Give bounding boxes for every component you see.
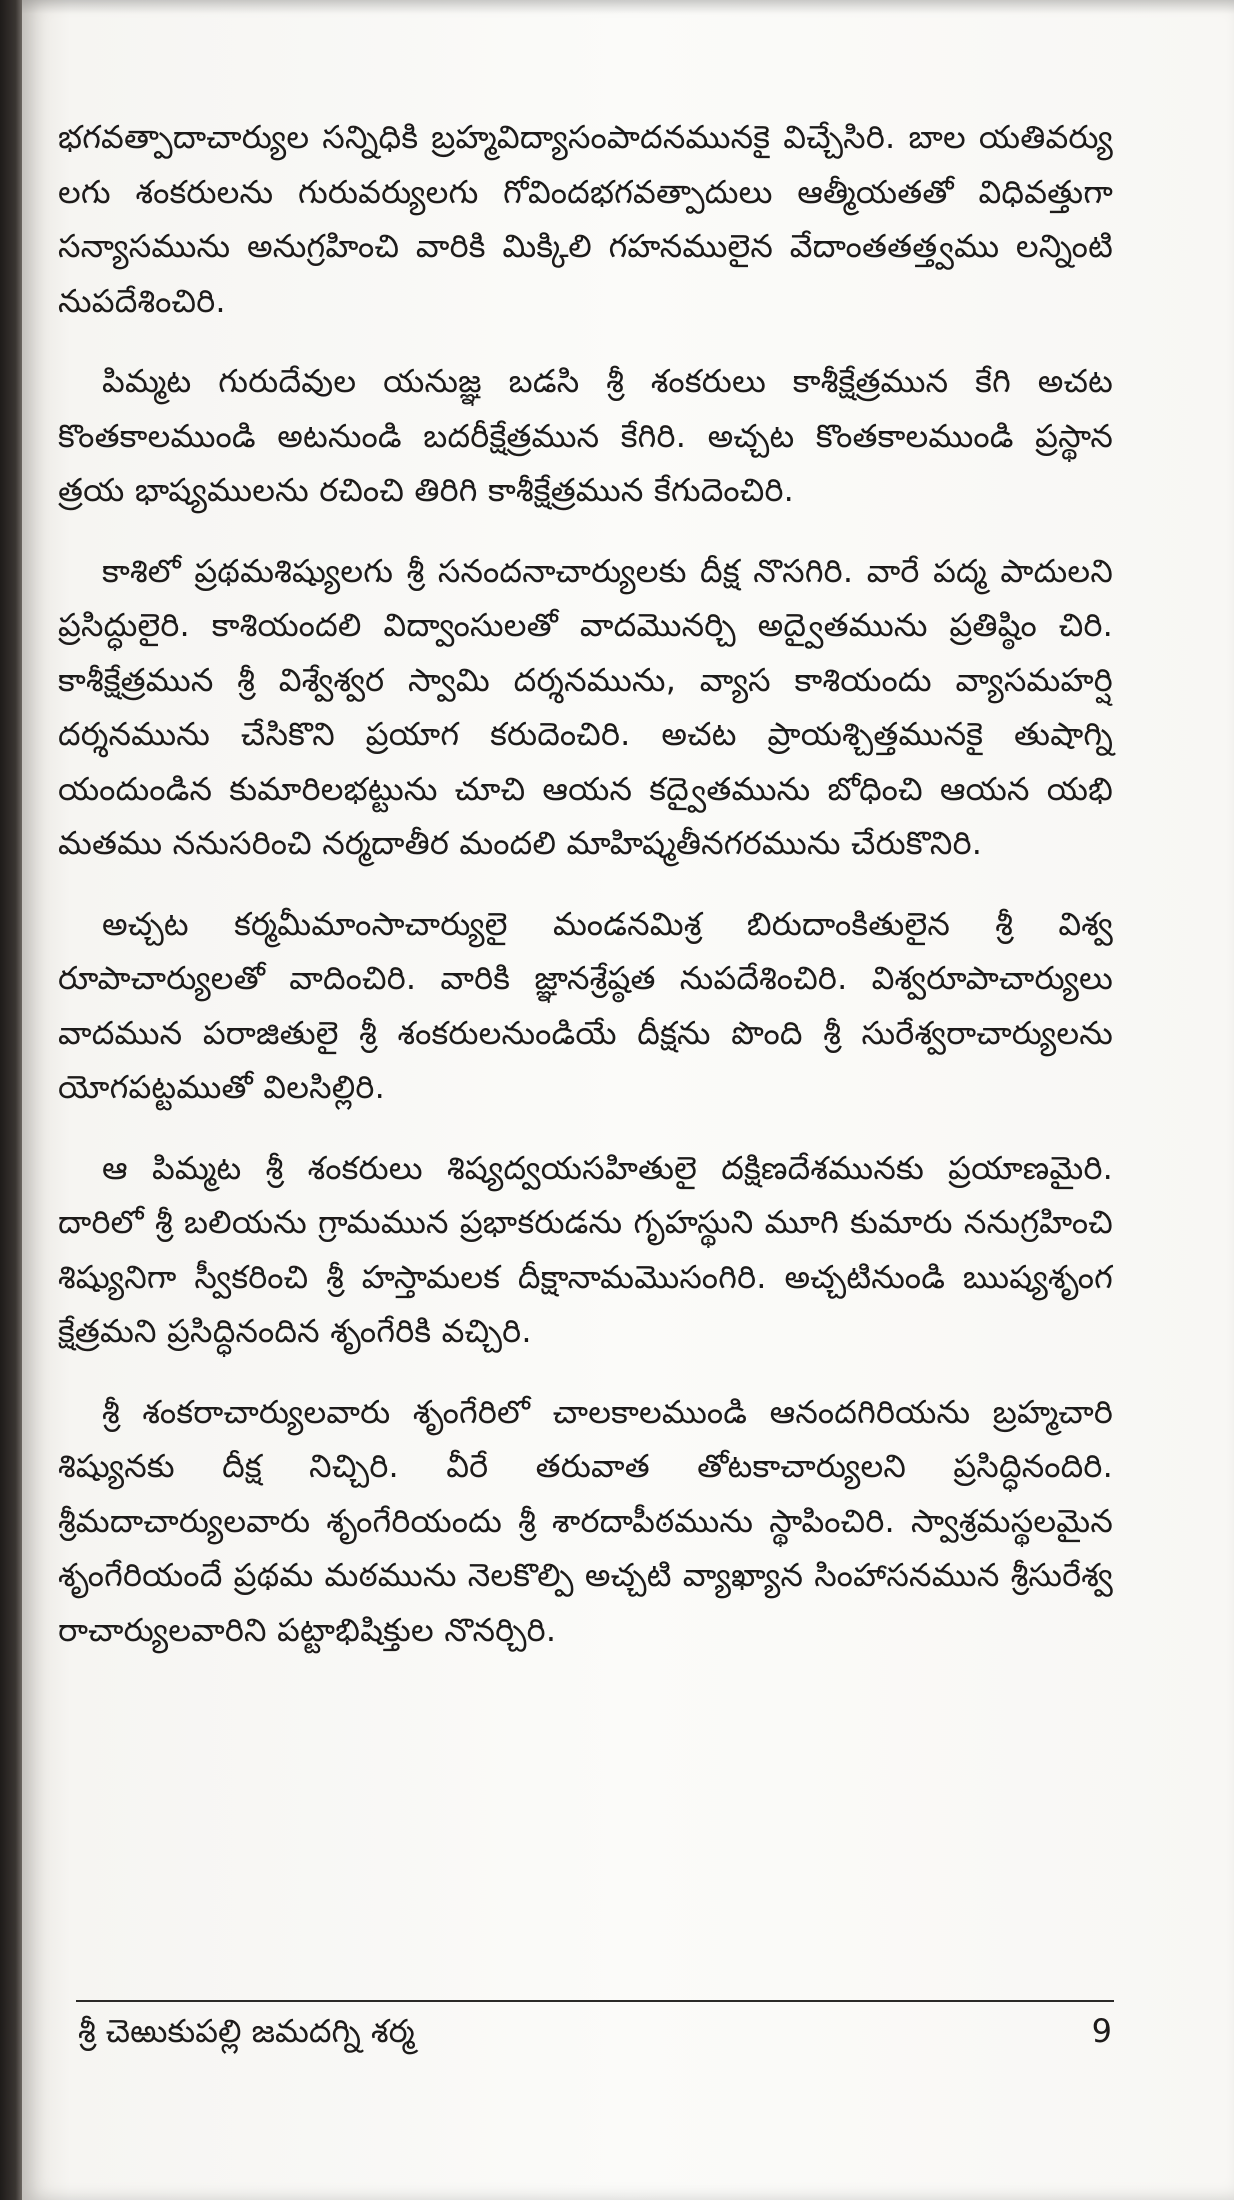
- paragraph-4: అచ్చట కర్మమీమాంసాచార్యులై మండనమిశ్ర బిరుదాంకితులైన శ్రీ విశ్వ రూపాచార్యులతో వాదించిరి. వారికి జ్ఞానశ్రేష్ఠత నుపదేశించిరి. విశ్వరూపాచార్యులు వాదమున పరాజితులై శ్రీ శంకరులనుండియే దీక్షను పొంది శ్రీ సురేశ్వరాచార్యులను యోగపట్టముతో విలసిల్లిరి.: [58, 904, 1113, 1106]
- footer-author: శ్రీ చెఱుకుపల్లి జమదగ్ని శర్మ: [78, 2012, 415, 2050]
- paragraph-2: పిమ్మట గురుదేవుల యనుజ్ఞ బడసి శ్రీ శంకరులు కాశీక్షేత్రమున కేగి అచట కొంతకాలముండి అటనుండి బదరీక్షేత్రమున కేగిరి. అచ్చట కొంతకాలముండి ప్రస్థాన త్రయ భాష్యములను రచించి తిరిగి కాశీక్షేత్రమున కేగుదెంచిరి.: [58, 362, 1113, 509]
- paragraph-5: ఆ పిమ్మట శ్రీ శంకరులు శిష్యద్వయసహితులై దక్షిణదేశమునకు ప్రయాణమైరి. దారిలో శ్రీ బలియను గ్రామమున ప్రభాకరుడను గృహస్థుని మూగి కుమారు ననుగ్రహించి శిష్యునిగా స్వీకరించి శ్రీ హస్తామలక దీక్షానామమొసంగిరి. అచ్చటినుండి ఋష్యశృంగ క్షేత్రమని ప్రసిద్ధినందిన శృంగేరికి వచ్చిరి.: [58, 1148, 1113, 1350]
- footer-divider: [76, 2000, 1114, 2002]
- page-body: [58, 110, 1113, 1683]
- paragraph-6: శ్రీ శంకరాచార్యులవారు శృంగేరిలో చాలకాలముండి ఆనందగిరియను బ్రహ్మచారి శిష్యునకు దీక్ష నిచ్చిరి. వీరే తరువాత తోటకాచార్యులని ప్రసిద్ధినందిరి. శ్రీమదాచార్యులవారు శృంగేరియందు శ్రీ శారదాపీఠమును స్థాపించిరి. స్వాశ్రమస్థలమైన శృంగేరియందే ప్రథమ మఠమును నెలకొల్పి అచ్చటి వ్యాఖ్యాన సింహాసనమున శ్రీసురేశ్వ రాచార్యులవారిని పట్టాభిషిక్తుల నొనర్చిరి.: [58, 1392, 1113, 1649]
- page-top-shadow: [22, 0, 1234, 14]
- paragraph-3: కాశిలో ప్రథమశిష్యులగు శ్రీ సనందనాచార్యులకు దీక్ష నొసగిరి. వారే పద్మ పాదులని ప్రసిద్ధులైరి. కాశియందలి విద్వాంసులతో వాదమొనర్చి అద్వైతమును ప్రతిష్ఠిం చిరి. కాశీక్షేత్రమున శ్రీ విశ్వేశ్వర స్వామి దర్శనమును, వ్యాస కాశియందు వ్యాసమహర్షి దర్శనమును చేసికొని ప్రయాగ కరుదెంచిరి. అచట ప్రాయశ్చిత్తమునకై తుషాగ్ని యందుండిన కుమారిలభట్టును చూచి ఆయన కద్వైతమును బోధించి ఆయన యభి మతము ననుసరించి నర్మదాతీర మందలి మాహిష్మతీనగరమును చేరుకొనిరి.: [58, 551, 1113, 862]
- paragraph-1: భగవత్పాదాచార్యుల సన్నిధికి బ్రహ్మవిద్యాసంపాదనమునకై విచ్చేసిరి. బాల యతివర్యు లగు శంకరులను గురువర్యులగు గోవిందభగవత్పాదులు ఆత్మీయతతో విధివత్తుగా సన్యాసమును అనుగ్రహించి వారికి మిక్కిలి గహనములైన వేదాంతతత్త్వము లన్నింటి నుపదేశించిరి.: [58, 118, 1113, 320]
- page-number: 9: [1091, 2012, 1112, 2050]
